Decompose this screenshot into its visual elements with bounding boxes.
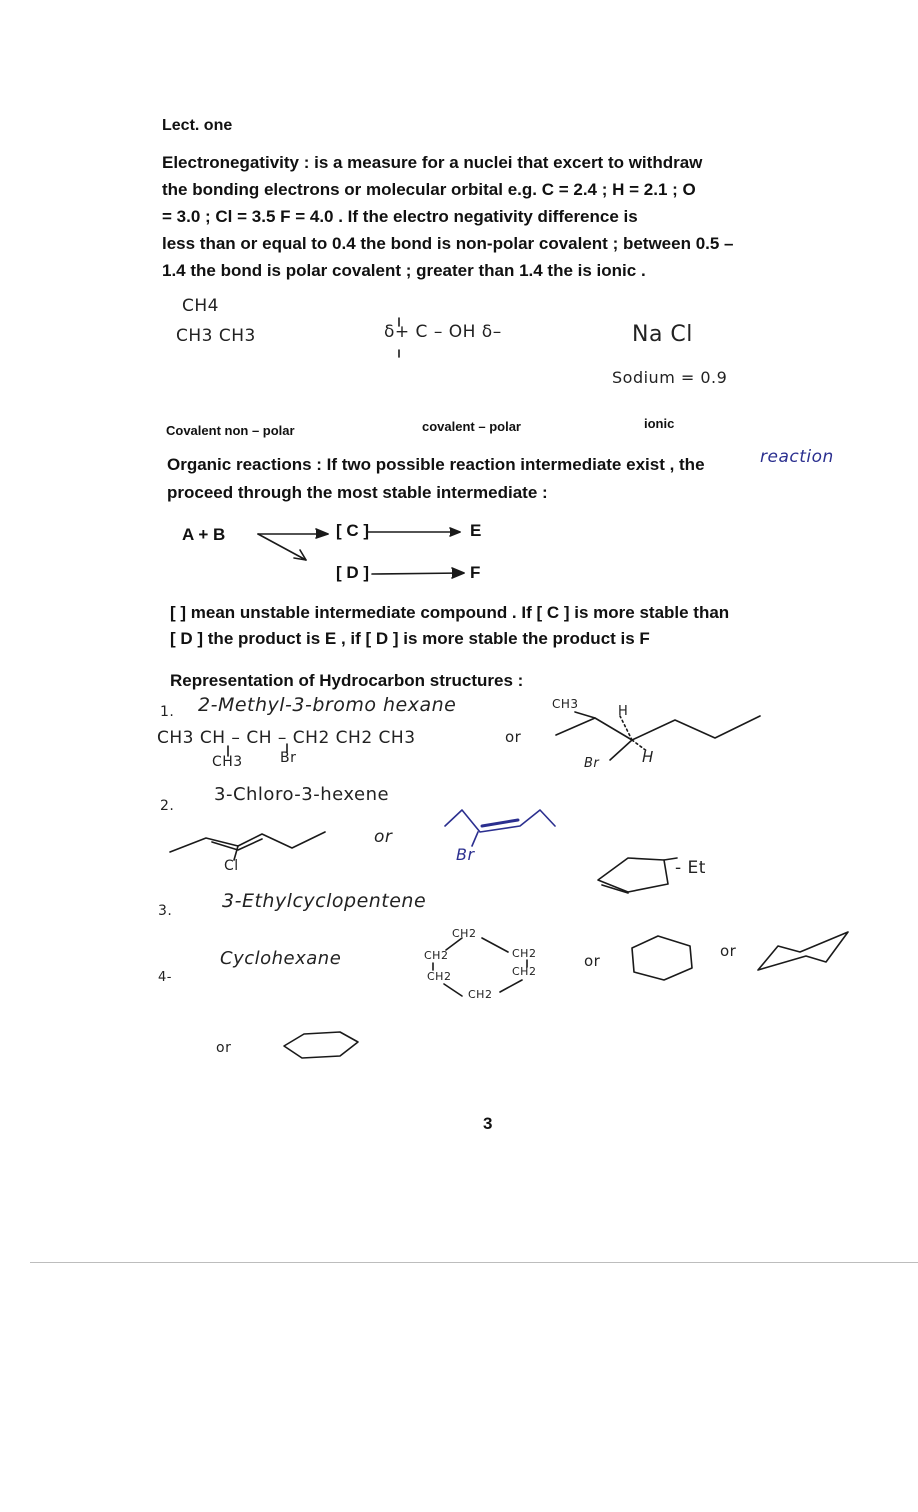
item4-name: Cyclohexane <box>220 948 342 969</box>
item4-flattened-hexagon <box>284 1032 358 1058</box>
caption-ionic: ionic <box>644 416 675 431</box>
scheme-arrowhead-c-to-e <box>450 528 460 536</box>
intermediate-note-line-1: [ ] mean unstable intermediate compound . If [ C ] is more stable than <box>170 603 730 622</box>
item1-condensed-formula: CH3 CH – CH – CH2 CH2 CH3 <box>157 728 416 748</box>
intermediate-note-line-2: [ D ] the product is E , if [ D ] is more stable the product is F <box>170 629 650 648</box>
item2-skeletal-chain <box>170 832 325 852</box>
item4-ch2-lower-left: CH2 <box>427 970 452 983</box>
item2-alt-skeletal-chain <box>445 810 555 832</box>
caption-covalent-polar: covalent – polar <box>422 419 521 434</box>
item4-or-2: or <box>720 942 737 960</box>
item4-number: 4- <box>158 970 172 985</box>
scheme-product-e: E <box>470 521 482 540</box>
item1-methyl-substituent: CH3 <box>212 754 243 770</box>
item4-chair <box>758 932 848 970</box>
item1-wedge-methyl <box>575 712 595 718</box>
item1-or: or <box>505 728 522 746</box>
electronegativity-line-1: Electronegativity : is a measure for a nuclei that excert to withdraw <box>162 153 703 172</box>
item1-skeletal-ch3-label: CH3 <box>552 697 579 711</box>
item4-or-3: or <box>216 1040 232 1056</box>
ionic-note: Sodium = 0.9 <box>612 368 728 387</box>
scheme-arrowhead-to-c <box>316 529 328 538</box>
scheme-arrowhead-d-to-f <box>452 568 464 578</box>
organic-reactions-line-2: proceed through the most stable intermediate : <box>167 483 548 502</box>
electronegativity-line-2: the bonding electrons or molecular orbital e.g. C = 2.4 ; H = 2.1 ; O <box>162 180 696 199</box>
item2-number: 2. <box>160 798 175 814</box>
item1-wedge-br <box>610 740 632 760</box>
item4-ch2-bottom: CH2 <box>468 988 493 1001</box>
item1-skeletal-h-bottom: H <box>642 748 654 766</box>
nonpolar-formula-methane: CH4 <box>182 296 219 316</box>
item4-hexagon <box>632 936 692 980</box>
item4-or-1: or <box>584 952 601 970</box>
item1-name: 2-Methyl-3-bromo hexane <box>198 694 457 716</box>
item3-number: 3. <box>158 903 173 919</box>
item4-ch2-upper-right: CH2 <box>512 947 537 960</box>
item4-ring-bond-5 <box>444 984 462 996</box>
item2-chloro-label: Cl <box>224 858 239 874</box>
item2-alt-double-bond <box>482 820 518 826</box>
item1-bromo-substituent: Br <box>280 750 297 766</box>
item3-ethyl-label: - Et <box>675 858 706 878</box>
organic-reactions-handwritten-word: reaction <box>760 447 834 467</box>
item4-ch2-upper-left: CH2 <box>424 949 449 962</box>
scheme-arrow-to-d <box>258 534 306 560</box>
hydrocarbon-heading: Representation of Hydrocarbon structures : <box>170 671 524 690</box>
item3-ethyl-bond <box>664 858 677 860</box>
item2-alt-bromo-bond <box>472 832 478 846</box>
item4-ring-bond-6 <box>500 980 522 992</box>
organic-reactions-line-1: Organic reactions : If two possible reaction intermediate exist , the <box>167 455 705 474</box>
page-bottom-rule <box>30 1262 918 1263</box>
item1-skeletal-br: Br <box>584 756 600 771</box>
item1-number: 1. <box>160 704 175 720</box>
scheme-product-f: F <box>470 563 481 582</box>
item2-bromo-label: Br <box>456 845 475 864</box>
item1-dashed-h-bottom <box>632 740 648 752</box>
item2-or: or <box>374 827 393 847</box>
item2-chloro-bond <box>234 846 238 860</box>
item3-name: 3-Ethylcyclopentene <box>222 890 427 912</box>
item4-ch2-top: CH2 <box>452 927 477 940</box>
item4-ring-bond-2 <box>482 938 508 952</box>
caption-covalent-nonpolar: Covalent non – polar <box>166 423 295 438</box>
nonpolar-formula-ethane: CH3 CH3 <box>176 326 256 346</box>
ionic-formula: Na Cl <box>632 322 693 347</box>
electronegativity-line-3: = 3.0 ; Cl = 3.5 F = 4.0 . If the electro negativity difference is <box>162 207 638 226</box>
item1-skeletal-chain <box>556 716 760 740</box>
electronegativity-line-4: less than or equal to 0.4 the bond is non-polar covalent ; between 0.5 – <box>162 234 734 253</box>
scheme-intermediate-c: [ C ] <box>336 521 370 540</box>
item1-skeletal-h-top: H <box>618 704 629 719</box>
scheme-arrow-d-to-f <box>372 573 464 574</box>
page-number: 3 <box>483 1114 493 1133</box>
item4-ring-bond-1 <box>446 938 462 950</box>
scheme-reactants: A + B <box>182 525 226 544</box>
scheme-intermediate-d: [ D ] <box>336 563 370 582</box>
polar-formula: δ+ C – OH δ– <box>384 322 502 342</box>
electronegativity-line-5: 1.4 the bond is polar covalent ; greater than 1.4 the is ionic . <box>162 261 646 280</box>
item2-name: 3-Chloro-3-hexene <box>214 784 390 805</box>
lecture-title: Lect. one <box>162 117 233 134</box>
item4-ch2-lower-right: CH2 <box>512 965 537 978</box>
